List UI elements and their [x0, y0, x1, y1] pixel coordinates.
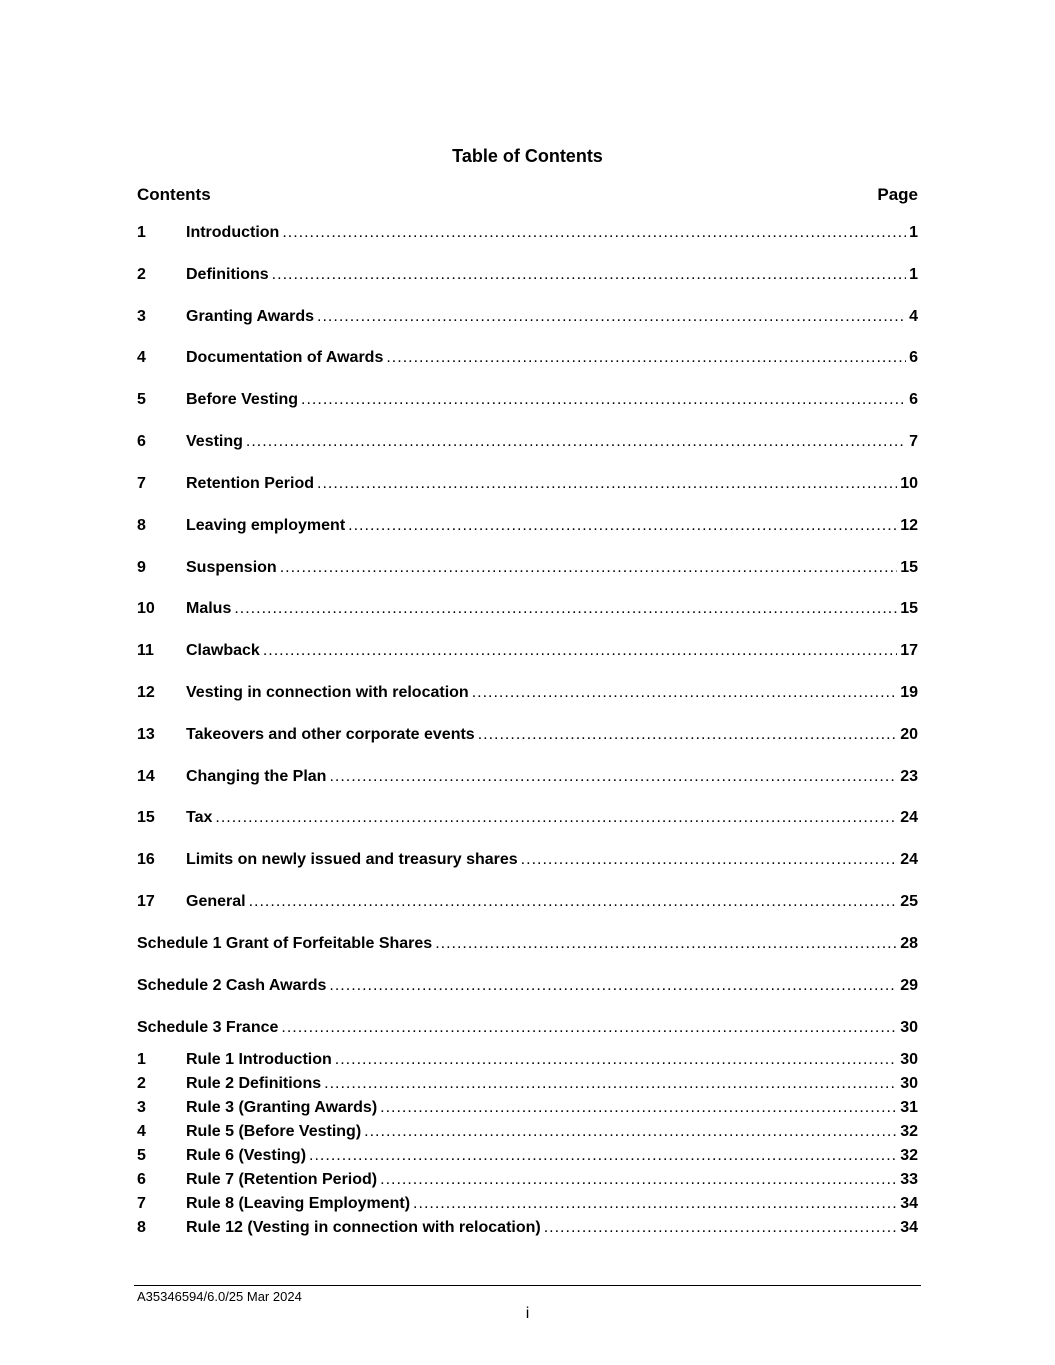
toc-schedule-entry[interactable] [137, 976, 918, 996]
entry-title: Limits on newly issued and treasury shares [186, 851, 518, 868]
sub-entry-title: Rule 1 Introduction [186, 1051, 332, 1068]
entry-page: 10 [900, 475, 918, 492]
dot-leader [234, 599, 897, 619]
sub-entry-page: 34 [900, 1195, 918, 1212]
sub-entry-number: 4 [137, 1123, 146, 1140]
toc-sub-entry[interactable] [137, 1098, 918, 1118]
schedule-page: 28 [900, 935, 918, 952]
toc-entry[interactable] [137, 850, 918, 870]
sub-entry-page: 32 [900, 1147, 918, 1164]
entry-title: Clawback [186, 642, 260, 659]
toc-entry[interactable] [137, 683, 918, 703]
toc-entry[interactable] [137, 390, 918, 410]
entry-title: Introduction [186, 224, 280, 241]
entry-number: 12 [137, 684, 155, 701]
sub-entry-number: 8 [137, 1219, 146, 1236]
sub-entry-number: 1 [137, 1051, 146, 1068]
entry-title: Before Vesting [186, 391, 299, 408]
entry-page: 24 [900, 809, 918, 826]
entry-title: Granting Awards [186, 308, 315, 325]
entry-number: 3 [137, 308, 146, 325]
dot-leader [272, 265, 906, 285]
sub-entry-page: 30 [900, 1051, 918, 1068]
toc-entry[interactable] [137, 725, 918, 745]
entry-title: Changing the Plan [186, 768, 327, 785]
toc-sub-entry[interactable] [137, 1218, 918, 1238]
dot-leader [364, 1122, 897, 1142]
toc-sub-entry[interactable] [137, 1050, 918, 1070]
dot-leader [380, 1098, 897, 1118]
entry-number: 16 [137, 851, 155, 868]
contents-label: Contents [137, 185, 211, 204]
entry-page: 17 [900, 642, 918, 659]
entry-number: 14 [137, 768, 155, 785]
toc-entry[interactable] [137, 767, 918, 787]
toc-header [137, 185, 918, 205]
sub-entry-page: 30 [900, 1075, 918, 1092]
entry-number: 13 [137, 726, 155, 743]
toc-sub-entry[interactable] [137, 1194, 918, 1214]
toc-entry[interactable] [137, 641, 918, 661]
toc-schedule-entry[interactable] [137, 1018, 918, 1038]
entry-title: Suspension [186, 559, 277, 576]
entry-title: Definitions [186, 266, 269, 283]
schedule-page: 30 [900, 1019, 918, 1036]
toc-entry[interactable] [137, 516, 918, 536]
entry-number: 5 [137, 391, 146, 408]
page-label: Page [877, 185, 918, 204]
entry-page: 25 [900, 893, 918, 910]
entry-number: 15 [137, 809, 155, 826]
dot-leader [282, 223, 906, 243]
dot-leader [281, 1018, 897, 1038]
entry-number: 2 [137, 266, 146, 283]
entry-title: Malus [186, 600, 232, 617]
sub-entry-number: 5 [137, 1147, 146, 1164]
sub-entry-number: 6 [137, 1171, 146, 1188]
sub-entry-title: Rule 5 (Before Vesting) [186, 1123, 362, 1140]
dot-leader [309, 1146, 897, 1166]
sub-entry-page: 33 [900, 1171, 918, 1188]
dot-leader [329, 767, 897, 787]
toc-sub-entry[interactable] [137, 1122, 918, 1142]
toc-entry[interactable] [137, 307, 918, 327]
toc-entry[interactable] [137, 265, 918, 285]
entry-number: 11 [137, 642, 154, 659]
sub-entry-page: 32 [900, 1123, 918, 1140]
sub-entry-title: Rule 6 (Vesting) [186, 1147, 307, 1164]
entry-page: 15 [900, 600, 918, 617]
toc-entry[interactable] [137, 599, 918, 619]
entry-number: 4 [137, 349, 146, 366]
dot-leader [386, 348, 906, 368]
entry-title: Takeovers and other corporate events [186, 726, 475, 743]
schedule-title: Schedule 1 Grant of Forfeitable Shares [137, 935, 433, 952]
dot-leader [478, 725, 898, 745]
sub-entry-page: 34 [900, 1219, 918, 1236]
entry-title: Leaving employment [186, 517, 346, 534]
entry-page: 1 [909, 266, 918, 283]
dot-leader [317, 307, 906, 327]
toc-entry[interactable] [137, 223, 918, 243]
entry-title: General [186, 893, 246, 910]
schedule-title: Schedule 3 France [137, 1019, 279, 1036]
toc-sub-entry[interactable] [137, 1074, 918, 1094]
page-title: Table of Contents [452, 146, 603, 166]
sub-entry-number: 3 [137, 1099, 146, 1116]
dot-leader [521, 850, 898, 870]
dot-leader [544, 1218, 897, 1238]
entry-page: 1 [909, 224, 918, 241]
toc-sub-entry[interactable] [137, 1170, 918, 1190]
entry-page: 4 [909, 308, 918, 325]
entry-page: 23 [900, 768, 918, 785]
dot-leader [435, 934, 897, 954]
entry-number: 10 [137, 600, 155, 617]
sub-entry-page: 31 [900, 1099, 918, 1116]
sub-entry-title: Rule 7 (Retention Period) [186, 1171, 378, 1188]
entry-title: Vesting [186, 433, 243, 450]
dot-leader [348, 516, 897, 536]
entry-number: 9 [137, 559, 146, 576]
sub-entry-title: Rule 12 (Vesting in connection with relocation) [186, 1219, 541, 1236]
dot-leader [246, 432, 906, 452]
page-number: i [525, 1305, 530, 1322]
dot-leader [472, 683, 898, 703]
dot-leader [280, 558, 898, 578]
toc-entry[interactable] [137, 474, 918, 494]
schedule-page: 29 [900, 977, 918, 994]
dot-leader [249, 892, 898, 912]
entry-page: 12 [900, 517, 918, 534]
toc-entry[interactable] [137, 808, 918, 828]
entry-title: Retention Period [186, 475, 315, 492]
entry-number: 7 [137, 475, 146, 492]
footer-divider [134, 1285, 921, 1286]
sub-entry-number: 7 [137, 1195, 146, 1212]
dot-leader [215, 808, 897, 828]
entry-number: 8 [137, 517, 146, 534]
dot-leader [335, 1050, 897, 1070]
toc-sub-entry[interactable] [137, 1146, 918, 1166]
dot-leader [317, 474, 897, 494]
sub-entry-title: Rule 3 (Granting Awards) [186, 1099, 378, 1116]
dot-leader [324, 1074, 897, 1094]
entry-page: 6 [909, 349, 918, 366]
document-reference: A35346594/6.0/25 Mar 2024 [137, 1289, 302, 1304]
entry-page: 6 [909, 391, 918, 408]
entry-page: 15 [900, 559, 918, 576]
entry-page: 19 [900, 684, 918, 701]
toc-entry[interactable] [137, 432, 918, 452]
entry-title: Documentation of Awards [186, 349, 384, 366]
toc-schedule-entry[interactable] [137, 934, 918, 954]
toc-entry[interactable] [137, 892, 918, 912]
dot-leader [413, 1194, 897, 1214]
dot-leader [380, 1170, 897, 1190]
dot-leader [329, 976, 897, 996]
sub-entry-title: Rule 2 Definitions [186, 1075, 322, 1092]
entry-number: 17 [137, 893, 155, 910]
sub-entry-number: 2 [137, 1075, 146, 1092]
dot-leader [301, 390, 906, 410]
entry-title: Vesting in connection with relocation [186, 684, 469, 701]
entry-number: 1 [137, 224, 146, 241]
sub-entry-title: Rule 8 (Leaving Employment) [186, 1195, 411, 1212]
entry-title: Tax [186, 809, 213, 826]
entry-page: 24 [900, 851, 918, 868]
entry-page: 7 [909, 433, 918, 450]
entry-number: 6 [137, 433, 146, 450]
schedule-title: Schedule 2 Cash Awards [137, 977, 327, 994]
dot-leader [263, 641, 897, 661]
toc-entry[interactable] [137, 348, 918, 368]
toc-entry[interactable] [137, 558, 918, 578]
entry-page: 20 [900, 726, 918, 743]
